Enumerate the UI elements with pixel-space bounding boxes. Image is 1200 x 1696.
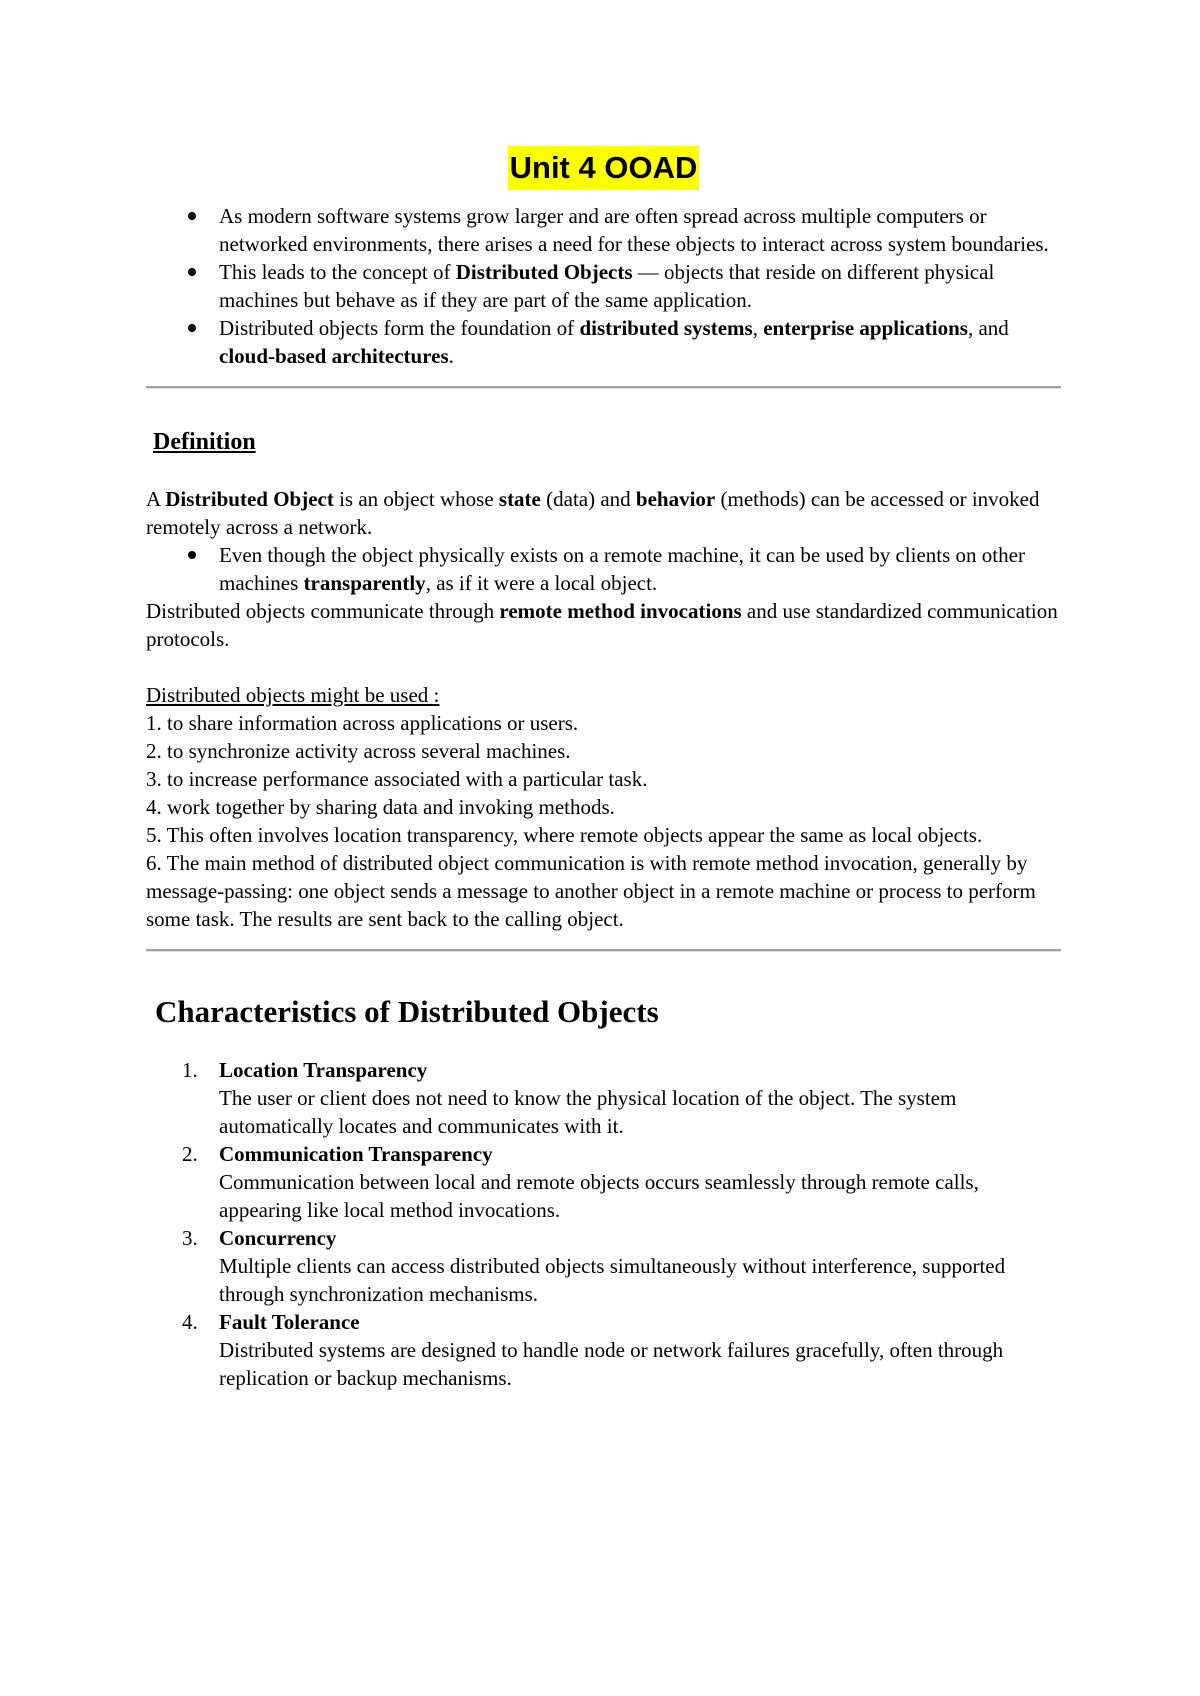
characteristic-desc: Communication between local and remote objects occurs seamlessly through remote calls, appearing like local method invocations. xyxy=(219,1170,979,1222)
bold-term: enterprise applications xyxy=(763,316,968,340)
bold-term: transparently xyxy=(303,571,426,595)
characteristic-item xyxy=(146,1224,1061,1308)
document-body xyxy=(146,146,1061,1392)
bullet-text: , and xyxy=(967,316,1009,340)
item-number: 3. xyxy=(182,1226,198,1250)
text-run: and use standardized communication protocols. xyxy=(146,599,1058,651)
bold-term: cloud-based architectures xyxy=(219,344,449,368)
bullet-text: Distributed objects form the foundation of xyxy=(219,316,580,340)
bullet-icon xyxy=(188,268,196,276)
bullet-icon xyxy=(188,551,196,559)
list-item xyxy=(146,258,1061,314)
list-item xyxy=(146,202,1061,258)
characteristics-list xyxy=(146,1056,1061,1392)
spacer xyxy=(146,457,1061,485)
characteristic-desc: Multiple clients can access distributed objects simultaneously without interference, supported through synchronization mechanisms. xyxy=(219,1254,1006,1306)
item-number: 4. xyxy=(182,1310,198,1334)
bullet-text: As modern software systems grow larger and are often spread across multiple computers or networked environments, there arises a need for these objects to interact across system boundaries. xyxy=(219,204,1049,256)
document-title: Unit 4 OOAD xyxy=(508,146,700,190)
use-item: 6. The main method of distributed object communication is with remote method invocation, generally by message-passing: one object sends a message to another object in a remote machine or process to perform some task. The results are sent back to the calling object. xyxy=(146,851,1036,931)
text-run: Distributed objects communicate through xyxy=(146,599,500,623)
characteristic-title: Location Transparency xyxy=(219,1058,428,1082)
section-divider xyxy=(146,386,1061,389)
communication-paragraph xyxy=(146,597,1061,653)
bullet-text: — objects that reside on different physical machines but behave as if they are part of the same application. xyxy=(219,260,995,312)
characteristic-desc: The user or client does not need to know the physical location of the object. The system automatically locates and communicates with it. xyxy=(219,1086,957,1138)
bullet-icon xyxy=(188,212,196,220)
item-number: 2. xyxy=(182,1142,198,1166)
definition-heading: Definition xyxy=(153,429,256,455)
bold-term: distributed systems xyxy=(579,316,753,340)
characteristic-item xyxy=(146,1140,1061,1224)
characteristic-item xyxy=(146,1308,1061,1392)
characteristic-item xyxy=(146,1056,1061,1140)
title-container xyxy=(146,146,1061,192)
bullet-text: , as if it were a local object. xyxy=(425,571,658,595)
list-item xyxy=(146,541,1061,597)
use-item: 3. to increase performance associated with a particular task. xyxy=(146,767,648,791)
characteristic-desc: Distributed systems are designed to handle node or network failures gracefully, often through replication or backup mechanisms. xyxy=(219,1338,1004,1390)
section-divider xyxy=(146,949,1061,952)
list-item xyxy=(146,314,1061,370)
use-item: 1. to share information across applications or users. xyxy=(146,711,579,735)
text-run: (methods) can be accessed or invoked remotely across a network. xyxy=(146,487,1040,539)
intro-bullet-list xyxy=(146,202,1061,370)
bold-term: Distributed Objects xyxy=(455,260,633,284)
uses-heading: Distributed objects might be used : xyxy=(146,683,440,707)
characteristic-title: Fault Tolerance xyxy=(219,1310,360,1334)
definition-paragraph xyxy=(146,485,1061,541)
bold-term: state xyxy=(498,487,541,511)
spacer xyxy=(146,653,1061,681)
characteristic-title: Communication Transparency xyxy=(219,1142,493,1166)
use-item: 4. work together by sharing data and invoking methods. xyxy=(146,795,615,819)
bold-term: remote method invocations xyxy=(499,599,742,623)
characteristic-title: Concurrency xyxy=(219,1226,337,1250)
text-run: A xyxy=(146,487,166,511)
definition-bullet-list xyxy=(146,541,1061,597)
bullet-text: , xyxy=(752,316,764,340)
characteristics-heading: Characteristics of Distributed Objects xyxy=(155,994,659,1029)
text-run: is an object whose xyxy=(333,487,499,511)
use-item: 5. This often involves location transparency, where remote objects appear the same as local objects. xyxy=(146,823,983,847)
bold-term: Distributed Object xyxy=(165,487,334,511)
bullet-text: Even though the object physically exists on a remote machine, it can be used by clients on other machines xyxy=(219,543,1025,595)
bullet-icon xyxy=(188,324,196,332)
text-run: (data) and xyxy=(540,487,636,511)
bullet-text: . xyxy=(448,344,454,368)
item-number: 1. xyxy=(182,1058,198,1082)
bold-term: behavior xyxy=(635,487,716,511)
bullet-text: This leads to the concept of xyxy=(219,260,456,284)
use-item: 2. to synchronize activity across several machines. xyxy=(146,739,571,763)
